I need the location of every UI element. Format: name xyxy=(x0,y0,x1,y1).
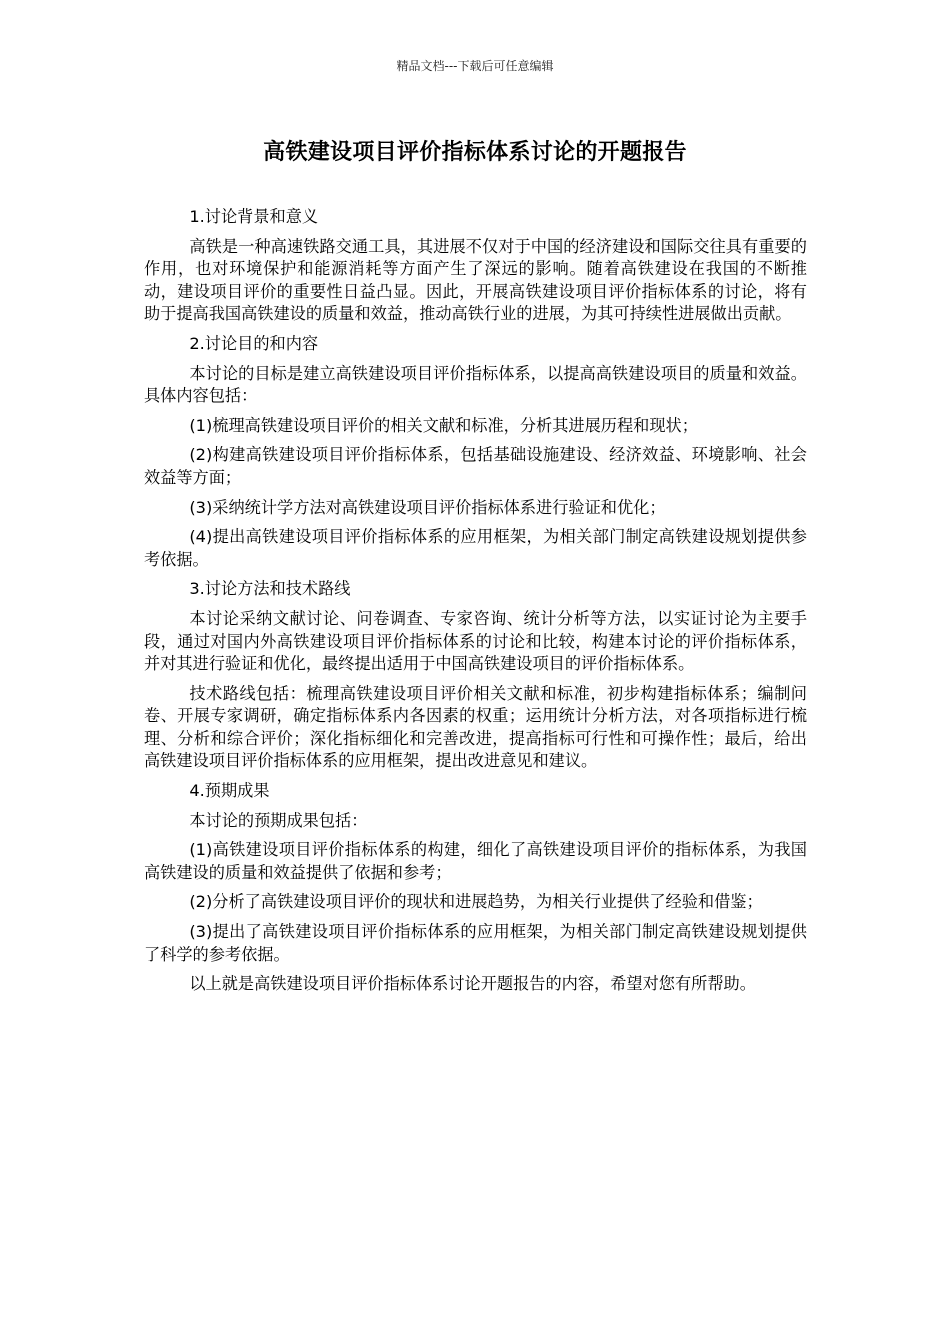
section-heading-methods: 3.讨论方法和技术路线 xyxy=(189,579,351,599)
paragraph-methods: 本讨论采纳文献讨论、问卷调查、专家咨询、统计分析等方法，以实证讨论为主要手段，通过对国内外高铁建设项目评价指标体系的讨论和比较，构建本讨论的评价指标体系，并对其进行验证和优化，最终提出适用于中国高铁建设项目的评价指标体系。 xyxy=(144,608,807,674)
list-item-objective-4: (4)提出高铁建设项目评价指标体系的应用框架，为相关部门制定高铁建设规划提供参考依据。 xyxy=(144,527,807,569)
paragraph-technical-route: 技术路线包括：梳理高铁建设项目评价相关文献和标准，初步构建指标体系；编制问卷、开展专家调研，确定指标体系内各因素的权重；运用统计分析方法，对各项指标进行梳理、分析和综合评价；深化指标细化和完善改进，提高指标可行性和可操作性；最后，给出高铁建设项目评价指标体系的应用框架，提出改进意见和建议。 xyxy=(144,683,807,771)
document-body xyxy=(144,206,807,1003)
list-item-objective-2: (2)构建高铁建设项目评价指标体系，包括基础设施建设、经济效益、环境影响、社会效益等方面； xyxy=(144,445,807,487)
section-heading-outcomes: 4.预期成果 xyxy=(189,781,270,801)
paragraph-objectives-intro: 本讨论的目标是建立高铁建设项目评价指标体系，以提高高铁建设项目的质量和效益。具体内容包括： xyxy=(144,363,807,406)
list-item-objective-1: (1)梳理高铁建设项目评价的相关文献和标准，分析其进展历程和现状； xyxy=(189,415,698,435)
list-item-outcome-2: (2)分析了高铁建设项目评价的现状和进展趋势，为相关行业提供了经验和借鉴； xyxy=(189,892,763,912)
paragraph-closing: 以上就是高铁建设项目评价指标体系讨论开题报告的内容，希望对您有所帮助。 xyxy=(189,974,756,994)
section-heading-objectives: 2.讨论目的和内容 xyxy=(189,333,319,353)
paragraph-outcomes-intro: 本讨论的预期成果包括： xyxy=(189,810,368,830)
list-item-objective-3: (3)采纳统计学方法对高铁建设项目评价指标体系进行验证和优化； xyxy=(189,497,666,517)
list-item-outcome-3: (3)提出了高铁建设项目评价指标体系的应用框架，为相关部门制定高铁建设规划提供了科学的参考依据。 xyxy=(144,922,807,964)
document-title: 高铁建设项目评价指标体系讨论的开题报告 xyxy=(263,140,687,165)
section-heading-background: 1.讨论背景和意义 xyxy=(189,207,319,226)
list-item-outcome-1: (1)高铁建设项目评价指标体系的构建，细化了高铁建设项目评价的指标体系，为我国高铁建设的质量和效益提供了依据和参考； xyxy=(144,840,807,882)
paragraph-background: 高铁是一种高速铁路交通工具，其进展不仅对于中国的经济建设和国际交往具有重要的作用，也对环境保护和能源消耗等方面产生了深远的影响。随着高铁建设在我国的不断推动，建设项目评价的重要性日益凸显。因此，开展高铁建设项目评价指标体系的讨论，将有助于提高我国高铁建设的质量和效益，推动高铁行业的进展，为其可持续性进展做出贡献。 xyxy=(144,236,807,324)
header-note: 精品文档---下载后可任意编辑 xyxy=(396,59,554,73)
